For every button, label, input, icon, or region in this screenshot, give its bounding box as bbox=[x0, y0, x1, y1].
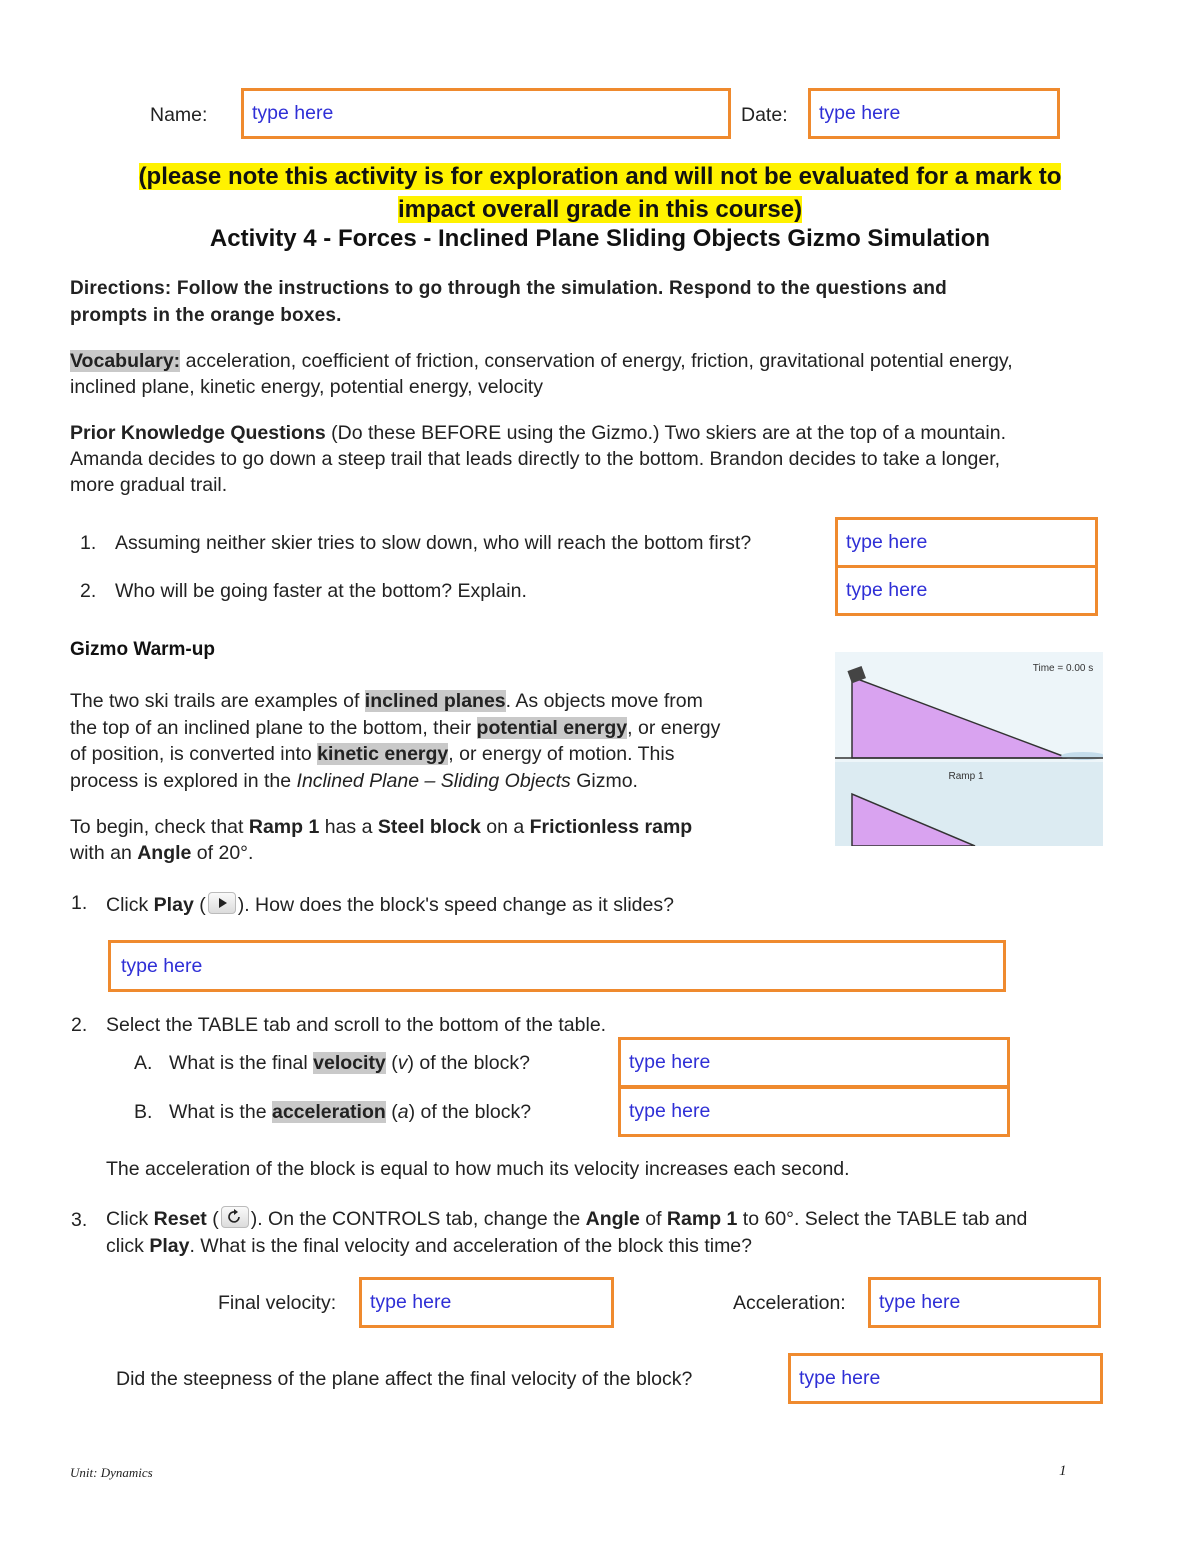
sim-time-label: Time = 0.00 s bbox=[1032, 663, 1094, 674]
gizmo-name: Inclined Plane – Sliding Objects bbox=[296, 769, 571, 792]
steepness-question: Did the steepness of the plane affect the final velocity of the block? bbox=[116, 1368, 693, 1390]
q1-c: ( bbox=[193, 894, 206, 916]
q2b-number: B. bbox=[134, 1101, 153, 1123]
warmup-paragraph bbox=[70, 688, 720, 794]
warmup-p4a: process is explored in the bbox=[70, 769, 297, 792]
begin-ramp1: Ramp 1 bbox=[248, 816, 320, 838]
acceleration-answer[interactable]: type here bbox=[868, 1277, 1101, 1328]
begin-with: with an bbox=[70, 842, 138, 864]
simulation-image bbox=[835, 652, 1103, 846]
acceleration-label: Acceleration: bbox=[733, 1292, 846, 1314]
final-velocity-label: Final velocity: bbox=[218, 1292, 337, 1314]
begin-steel-block: Steel block bbox=[377, 816, 481, 838]
vocabulary-label: Vocabulary: bbox=[70, 350, 181, 372]
q2b-a: What is the bbox=[169, 1101, 272, 1123]
begin-e: on a bbox=[480, 816, 530, 838]
q1-a: Click bbox=[106, 894, 154, 916]
term-inclined-planes: inclined planes bbox=[364, 690, 506, 712]
q2b-a-symbol: a bbox=[397, 1101, 409, 1123]
warmup-heading: Gizmo Warm-up bbox=[70, 639, 215, 660]
play-icon bbox=[208, 892, 236, 914]
term-velocity: velocity bbox=[313, 1052, 386, 1074]
prior-q1-answer[interactable]: type here bbox=[835, 517, 1098, 568]
prior-label: Prior Knowledge Questions bbox=[70, 422, 326, 444]
vocabulary bbox=[70, 348, 1013, 400]
q2a-number: A. bbox=[134, 1052, 153, 1074]
begin-angle-value: of 20°. bbox=[191, 842, 254, 864]
q1-text bbox=[106, 892, 674, 917]
q3-h: to 60°. Select the TABLE tab and bbox=[737, 1208, 1028, 1230]
page-number: 1 bbox=[1059, 1463, 1067, 1479]
name-label: Name: bbox=[150, 104, 208, 126]
warmup-p3a: of position, is converted into bbox=[70, 743, 318, 765]
footer-unit: Unit: Dynamics bbox=[70, 1465, 153, 1480]
q2b-c: ( bbox=[385, 1101, 398, 1123]
warmup-p3c: , or energy of motion. This bbox=[448, 743, 675, 765]
term-kinetic-energy: kinetic energy bbox=[317, 743, 449, 765]
warmup-p1a: The two ski trails are examples of bbox=[70, 690, 365, 712]
prior-line1: (Do these BEFORE using the Gizmo.) Two skiers are at the top of a mountain. bbox=[325, 422, 1006, 444]
warmup-p2a: the top of an inclined plane to the bottom, their bbox=[70, 716, 477, 739]
q2-number: 2. bbox=[71, 1014, 88, 1036]
q3-play: Play bbox=[149, 1235, 190, 1257]
term-potential-energy: potential energy bbox=[476, 716, 628, 739]
warmup-p4c: Gizmo. bbox=[570, 769, 638, 792]
prior-q1-number: 1. bbox=[80, 532, 97, 554]
q2a-c: ( bbox=[385, 1052, 398, 1074]
final-velocity-answer[interactable]: type here bbox=[359, 1277, 614, 1328]
prior-q2-answer[interactable]: type here bbox=[835, 565, 1098, 616]
q2a-e: ) of the block? bbox=[407, 1052, 530, 1074]
prior-line3: more gradual trail. bbox=[70, 474, 228, 496]
reset-icon bbox=[221, 1206, 249, 1228]
date-label: Date: bbox=[741, 104, 788, 126]
page-title: Activity 4 - Forces - Inclined Plane Sliding Objects Gizmo Simulation bbox=[209, 225, 991, 252]
term-acceleration: acceleration bbox=[271, 1101, 386, 1123]
notice-line1: (please note this activity is for exploration and will not be evaluated for a mark to bbox=[138, 163, 1062, 190]
q3-d: ). On the CONTROLS tab, change the bbox=[250, 1208, 586, 1230]
warmup-p2c: , or energy bbox=[627, 716, 721, 739]
inclined-plane-illustration bbox=[835, 652, 1103, 846]
q3-text bbox=[106, 1206, 1027, 1260]
q3-reset: Reset bbox=[153, 1208, 207, 1230]
sim-ramp-label: Ramp 1 bbox=[948, 771, 984, 782]
q3-ramp1: Ramp 1 bbox=[666, 1208, 738, 1230]
q3-a: Click bbox=[106, 1208, 154, 1230]
date-input[interactable]: type here bbox=[808, 88, 1060, 139]
q2a-text bbox=[169, 1052, 530, 1075]
q1-d: ). How does the block's speed change as it slides? bbox=[237, 894, 674, 916]
begin-c: has a bbox=[319, 816, 378, 838]
prior-q2-text: Who will be going faster at the bottom? Explain. bbox=[115, 580, 527, 602]
notice-line2: impact overall grade in this course) bbox=[397, 196, 803, 223]
begin-angle: Angle bbox=[137, 842, 192, 864]
q2-note: The acceleration of the block is equal to how much its velocity increases each second. bbox=[106, 1158, 850, 1180]
directions-line1: Directions: Follow the instructions to go through the simulation. Respond to the questions and bbox=[70, 278, 947, 299]
q1-answer[interactable]: type here bbox=[108, 940, 1006, 992]
steepness-answer[interactable]: type here bbox=[788, 1353, 1103, 1404]
q3-angle: Angle bbox=[585, 1208, 640, 1230]
warmup-p1c: . As objects move from bbox=[505, 690, 703, 712]
warmup-begin bbox=[70, 814, 692, 866]
directions-line2: prompts in the orange boxes. bbox=[70, 305, 342, 326]
prior-line2: Amanda decides to go down a steep trail that leads directly to the bottom. Brandon decides to take a longer, bbox=[70, 448, 1001, 470]
q2a-a: What is the final bbox=[169, 1052, 314, 1074]
q2-text: Select the TABLE tab and scroll to the bottom of the table. bbox=[106, 1014, 607, 1036]
q2b-e: ) of the block? bbox=[408, 1101, 532, 1123]
q2a-v: v bbox=[397, 1052, 408, 1074]
q3-c: ( bbox=[206, 1208, 219, 1230]
q1-play: Play bbox=[153, 894, 194, 916]
notice bbox=[0, 160, 1200, 226]
q3-f: of bbox=[639, 1208, 667, 1230]
directions bbox=[70, 275, 947, 329]
begin-a: To begin, check that bbox=[70, 816, 249, 838]
vocabulary-line2: inclined plane, kinetic energy, potential energy, velocity bbox=[70, 376, 543, 398]
q3-k: . What is the final velocity and acceleration of the block this time? bbox=[189, 1235, 752, 1257]
q2a-answer[interactable]: type here bbox=[618, 1037, 1010, 1088]
q3-number: 3. bbox=[71, 1209, 88, 1231]
prior-q2-number: 2. bbox=[80, 580, 97, 602]
landing-pad bbox=[1061, 752, 1103, 760]
q1-number: 1. bbox=[71, 892, 88, 914]
prior-q1-text: Assuming neither skier tries to slow down, who will reach the bottom first? bbox=[115, 532, 752, 554]
vocabulary-line1: acceleration, coefficient of friction, conservation of energy, friction, gravitational potential energy, bbox=[180, 350, 1013, 372]
name-input[interactable]: type here bbox=[241, 88, 731, 139]
begin-frictionless: Frictionless ramp bbox=[529, 816, 693, 838]
q2b-text bbox=[169, 1101, 531, 1124]
prior-knowledge bbox=[70, 420, 1006, 498]
q3-i: click bbox=[106, 1235, 150, 1257]
q2b-answer[interactable]: type here bbox=[618, 1086, 1010, 1137]
